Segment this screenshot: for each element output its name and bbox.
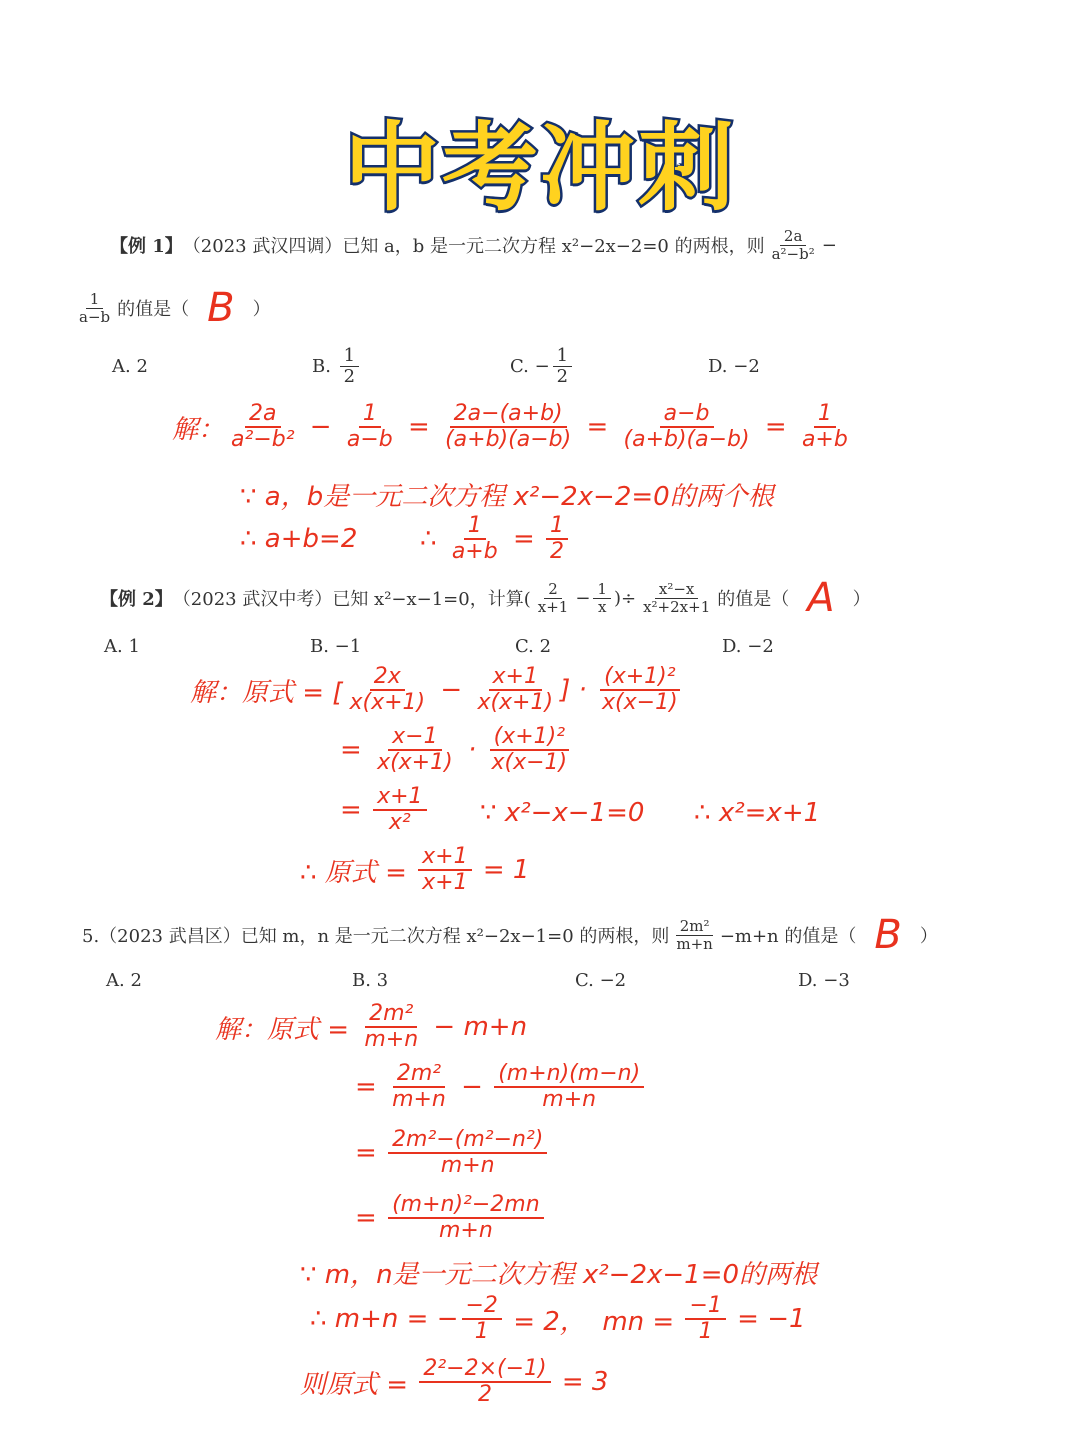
ex2-question-line1	[100, 575, 871, 621]
fraction-denominator: a+b	[451, 539, 498, 565]
ex2-option-b	[310, 636, 361, 657]
fraction-denominator: x	[597, 597, 607, 616]
fraction-denominator: a−b	[79, 307, 111, 326]
fraction	[488, 725, 572, 775]
text-segment: −m+n 的值是（	[719, 926, 857, 947]
fraction-numerator: (m+n)(m−n)	[494, 1062, 644, 1088]
text-segment: B. −1	[310, 636, 362, 657]
ex3-option-a	[106, 970, 142, 991]
fraction	[418, 845, 471, 895]
fraction-denominator: x+1	[537, 597, 569, 616]
fraction-denominator: 1	[474, 1319, 489, 1345]
text-segment: − m+n	[425, 1012, 528, 1043]
fraction-denominator: 1	[698, 1319, 713, 1345]
ex3-solution-line	[355, 1193, 547, 1243]
text-segment: A. 1	[104, 636, 140, 657]
fraction-denominator: a²−b²	[771, 244, 815, 263]
fraction-numerator: (x+1)²	[490, 725, 569, 751]
text-segment: =	[578, 412, 617, 443]
fraction-denominator: 2	[343, 365, 356, 387]
fraction	[388, 1128, 547, 1178]
text-segment: C. −	[510, 355, 550, 377]
fraction-denominator: m+n	[364, 1027, 419, 1053]
fraction-numerator: x²−x	[655, 581, 699, 599]
fraction-numerator: x−1	[388, 725, 441, 751]
ex1-option-a	[112, 356, 148, 377]
fraction-numerator: 2m²	[365, 1002, 417, 1028]
text-segment: （2023 武汉中考）已知 x²−x−1=0，计算(	[172, 589, 531, 610]
text-segment: −	[575, 587, 591, 609]
fraction	[388, 1062, 450, 1112]
fraction-numerator: 1	[359, 402, 381, 428]
text-segment: =	[756, 412, 795, 443]
text-segment: A. 2	[106, 970, 142, 991]
ex1-option-b	[312, 346, 362, 387]
ex2-solution-line	[190, 665, 685, 715]
fraction-denominator: x(x+1)	[377, 750, 453, 776]
ex3-option-c	[575, 970, 626, 991]
ex3-solution-line	[355, 1128, 550, 1178]
text-segment: D. −2	[722, 636, 774, 657]
ex1-solution-line	[240, 476, 774, 513]
fraction	[494, 1062, 644, 1112]
text-segment: ∴ m+n = −	[310, 1304, 459, 1335]
ex2-solution-line	[340, 785, 430, 835]
ex2-solution-line	[300, 845, 529, 895]
fraction-numerator: 2	[544, 581, 562, 599]
fraction	[75, 291, 114, 325]
text-segment: 解：原式 = [	[190, 677, 343, 708]
fraction-denominator: (a+b)(a−b)	[445, 427, 572, 453]
ex1-question-line2	[72, 285, 271, 331]
example-label: 【例 1】	[110, 236, 183, 257]
ex3-solution-line	[215, 1002, 527, 1052]
text-segment: D. −3	[798, 970, 850, 991]
text-segment: =	[355, 1203, 386, 1234]
fraction-denominator: m+n	[392, 1087, 446, 1113]
fraction	[343, 402, 397, 452]
text-segment: B. 3	[352, 970, 389, 991]
text-segment: 的值是（	[117, 299, 190, 320]
text-segment: ∵ a，b是一元二次方程 x²−2x−2=0的两个根	[240, 482, 774, 512]
ex3-answer: B	[874, 912, 902, 958]
text-segment: ] ·	[560, 675, 596, 706]
fraction-numerator: x+1	[489, 665, 542, 691]
ex1-question-tail	[72, 291, 189, 325]
ex1-answer: B	[207, 285, 235, 331]
text-segment: ∴ a+b=2	[240, 524, 358, 554]
ex1-solution-line	[420, 514, 571, 564]
text-segment: = 3	[553, 1367, 609, 1398]
fraction-numerator: −1	[685, 1294, 725, 1320]
fraction	[798, 402, 852, 452]
ex2-close-paren: ）	[852, 589, 871, 610]
text-segment: −	[452, 1072, 492, 1103]
fraction-numerator: 2a−(a+b)	[450, 402, 567, 428]
fraction-numerator: a−b	[660, 402, 714, 428]
text-segment: = 1	[474, 855, 530, 886]
fraction	[340, 346, 359, 387]
fraction	[441, 402, 575, 452]
fraction-numerator: 2m²	[676, 918, 714, 936]
fraction	[685, 1294, 725, 1344]
fraction-denominator: a+b	[801, 427, 848, 453]
fraction	[373, 785, 426, 835]
fraction-numerator: 2m²	[393, 1062, 445, 1088]
text-segment: 则原式 =	[300, 1369, 417, 1400]
fraction-denominator: x(x+1)	[477, 690, 554, 716]
fraction-denominator: m+n	[440, 1153, 495, 1179]
fraction-denominator: a²−b²	[231, 427, 295, 453]
fraction-denominator: x+1	[422, 870, 468, 896]
fraction-denominator: a−b	[346, 427, 393, 453]
text-segment: =	[504, 524, 544, 555]
text-segment: 的值是（	[717, 589, 790, 610]
fraction	[639, 581, 714, 615]
fraction-numerator: 1	[553, 346, 572, 367]
fraction	[373, 725, 457, 775]
text-segment: =	[340, 735, 371, 766]
fraction-numerator: (x+1)²	[600, 665, 679, 691]
text-segment: ·	[459, 735, 485, 766]
ex3-solution-line	[300, 1254, 817, 1291]
fraction-numerator: 2x	[370, 665, 405, 691]
fraction	[620, 402, 754, 452]
text-segment: B.	[312, 355, 337, 377]
ex2-option-d	[722, 636, 774, 657]
fraction-denominator: x²	[388, 810, 411, 836]
text-segment: −	[301, 412, 340, 443]
fraction-numerator: 1	[340, 346, 359, 367]
text-segment: A. 2	[112, 356, 148, 377]
fraction-numerator: x+1	[373, 785, 426, 811]
fraction-denominator: x(x−1)	[491, 750, 568, 776]
fraction-denominator: 2	[550, 539, 565, 565]
fraction-numerator: 2a	[245, 402, 280, 428]
fraction-denominator: 2	[477, 1382, 492, 1408]
text-segment: ∵ m，n是一元二次方程 x²−2x−1=0的两根	[300, 1260, 818, 1290]
fraction-numerator: −2	[462, 1294, 502, 1320]
fraction-numerator: 2a	[780, 228, 807, 246]
fraction-denominator: x²+2x+1	[643, 597, 711, 616]
text-segment: −	[432, 675, 471, 706]
ex3-solution-line	[355, 1062, 647, 1112]
fraction-denominator: x(x+1)	[349, 690, 426, 716]
fraction-denominator: (a+b)(a−b)	[623, 427, 750, 453]
text-segment: ∵ x²−x−1=0 ∴ x²=x+1	[480, 798, 821, 828]
ex2-option-a	[104, 636, 140, 657]
text-segment: ∴	[420, 524, 445, 555]
text-segment: 解：	[172, 414, 225, 445]
fraction-numerator: (m+n)²−2mn	[388, 1193, 544, 1219]
fraction-numerator: x+1	[418, 845, 471, 871]
text-segment: =	[355, 1138, 386, 1169]
fraction	[388, 1193, 544, 1243]
page-title: 中考冲刺	[344, 112, 736, 224]
ex1-option-d	[708, 356, 760, 377]
fraction-denominator: x(x−1)	[602, 690, 678, 716]
text-segment: D. −2	[708, 356, 760, 377]
ex3-option-d	[798, 970, 850, 991]
fraction	[448, 514, 502, 564]
ex2-answer: A	[807, 575, 835, 621]
text-segment: = 2， mn =	[504, 1306, 683, 1337]
fraction-denominator: m+n	[676, 934, 713, 953]
ex3-option-b	[352, 970, 388, 991]
fraction-numerator: 1	[814, 402, 836, 428]
fraction	[553, 346, 572, 387]
text-segment: )÷	[613, 587, 637, 609]
text-segment: =	[355, 1072, 386, 1103]
ex1-solution-line	[172, 402, 855, 452]
ex1-close-paren: ）	[252, 299, 271, 320]
text-segment: C. −2	[575, 970, 627, 991]
text-segment: C. 2	[515, 636, 552, 657]
ex3-close-paren: ）	[919, 926, 938, 947]
ex1-option-c	[510, 346, 575, 387]
example-label: 【例 2】	[100, 589, 173, 610]
fraction	[345, 665, 429, 715]
fraction	[419, 1357, 550, 1407]
ex2-solution-line	[480, 798, 820, 828]
fraction-numerator: 2²−2×(−1)	[419, 1357, 550, 1383]
fraction-denominator: m+n	[542, 1087, 597, 1113]
ex2-question-text	[100, 581, 789, 615]
fraction-numerator: 1	[86, 291, 104, 309]
ex3-solution-line	[300, 1357, 608, 1407]
fraction	[672, 918, 716, 952]
text-segment: =	[340, 795, 371, 826]
fraction	[598, 665, 682, 715]
text-segment: 解：原式 =	[215, 1014, 358, 1045]
fraction	[768, 228, 819, 262]
ex3-question-line1	[82, 912, 938, 958]
ex1-question-line1	[110, 228, 837, 262]
text-segment: ∴ 原式 =	[300, 857, 416, 888]
fraction	[473, 665, 557, 715]
text-segment: = −1	[728, 1304, 806, 1335]
text-segment: =	[399, 412, 439, 443]
fraction	[462, 1294, 502, 1344]
fraction-denominator: m+n	[438, 1218, 493, 1244]
fraction-numerator: 1	[546, 514, 568, 540]
ex2-option-c	[515, 636, 551, 657]
fraction	[534, 581, 573, 615]
fraction-numerator: 1	[464, 514, 486, 540]
ex3-solution-line	[310, 1294, 806, 1344]
fraction	[546, 514, 568, 564]
text-segment: （2023 武汉四调）已知 a，b 是一元二次方程 x²−2x−2=0 的两根，则	[182, 236, 765, 257]
fraction	[360, 1002, 422, 1052]
fraction	[593, 581, 611, 615]
fraction-numerator: 2m²−(m²−n²)	[388, 1128, 547, 1154]
text-segment: −	[821, 234, 837, 256]
ex1-solution-line	[240, 524, 357, 554]
ex2-solution-line	[340, 725, 574, 775]
fraction-numerator: 1	[593, 581, 611, 599]
ex3-question-text	[82, 918, 856, 952]
fraction	[227, 402, 299, 452]
fraction-denominator: 2	[556, 365, 569, 387]
text-segment: 5.（2023 武昌区）已知 m，n 是一元二次方程 x²−2x−1=0 的两根，则	[82, 926, 670, 947]
